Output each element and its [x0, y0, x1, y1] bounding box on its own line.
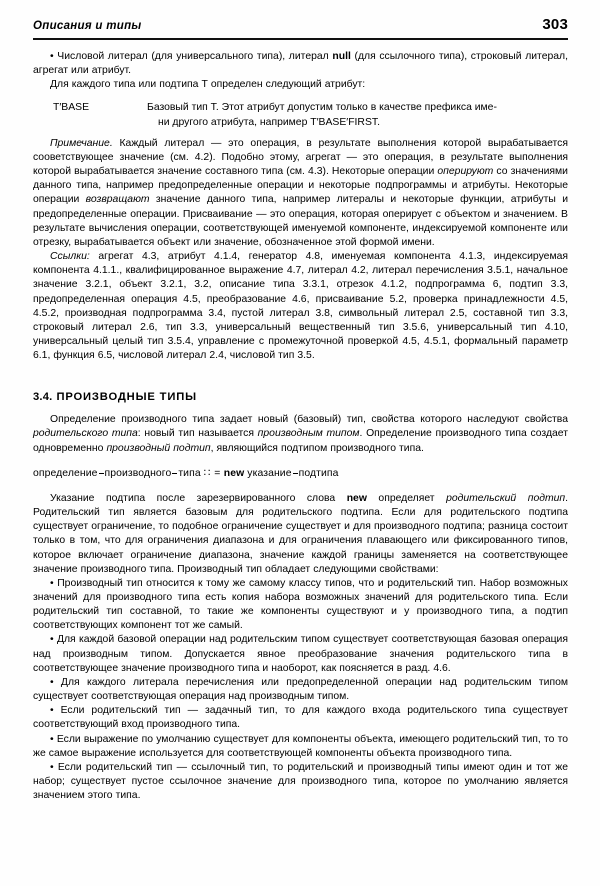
production-part-5: подтипа	[298, 467, 339, 479]
note-emphasis-operiruyut: оперируют	[437, 166, 494, 178]
subtype-text-3: . Родительский тип является базовым для родительского подтипа. Если для родительского подтипа существует ограничение, то подобное ограничение существует и для производного подтипа; разница состоит только в том, что для ограничения диапазона и для ограничения плавающего или фиксированного типов, которое включает ограничение диапазона, значение каждой границы заменяется на соответствующее значение производного типа. Производный тип обладает следующими свойствами:	[33, 492, 569, 575]
note-text-2: со значениями данного типа, например предопределенные операции и некоторые подпрограммы и атрибуты. Некоторые операции	[33, 166, 568, 206]
emphasis-parent-type: родительского типа	[33, 428, 138, 440]
keyword-null: null	[332, 51, 351, 62]
attribute-definition	[33, 101, 568, 129]
note-paragraph	[33, 137, 568, 250]
running-header-title: Описания и типы	[33, 19, 142, 32]
production-part-4: указание	[247, 467, 292, 479]
production-part-2: производного	[104, 467, 172, 479]
attribute-description-line2: ни другого атрибута, например T′BASE′FIRST.	[158, 116, 380, 128]
derived-intro-text-2: : новый тип называется	[137, 428, 258, 440]
production-keyword-new: new	[223, 467, 245, 479]
references-label: Ссылки:	[50, 251, 90, 263]
note-emphasis-vozvrashchayut: возвращают	[85, 194, 150, 206]
derived-intro-text-3: . Определение производного типа создает одновременно	[33, 428, 569, 454]
section-title: ПРОИЗВОДНЫЕ ТИПЫ	[56, 391, 197, 404]
note-text-1: Каждый литерал — это операция, в результате выполнения которой вырабатывается сооветствующее значение (см. 4.2). Подобно этому, агрегат — это операция, в результате выполнения которой вырабатывается значение составного типа (см. 4.3). Некоторые операции	[33, 137, 568, 178]
emphasis-parent-subtype: родительский подтип	[446, 492, 566, 504]
emphasis-derived-subtype: производный подтип	[106, 442, 211, 454]
header-rule	[33, 38, 568, 40]
production-part-1: определение	[33, 467, 98, 479]
subtype-indication-paragraph	[33, 492, 568, 577]
attribute-description	[147, 101, 568, 129]
subtype-text-1: Указание подтипа после зарезервированного слова	[50, 492, 347, 504]
property-bullet: • Если родительский тип — задачный тип, то для каждого входа родительского типа существует соответствующий вход производного типа.	[33, 705, 568, 731]
emphasis-derived-type: производным типом	[257, 428, 360, 440]
property-bullet: • Если выражение по умолчанию существует для компоненты объекта, имеющего родительский тип, то то же самое выражение используется для соответствующей компоненты объекта производного типа.	[33, 733, 568, 759]
derived-intro-text-4: , являющийся подтипом производного типа.	[210, 442, 424, 454]
keyword-new: new	[346, 492, 367, 504]
bullet-literal-tail: (для ссылочного типа), строковый литерал, агрегат или атрибут.	[33, 51, 568, 77]
property-bullet: • Производный тип относится к тому же самому классу типов, что и родительский тип. Набор возможных значений для производного типа есть копия набора возможных значений для родительского типа. Если родительский тип составной, то такие же компоненты существуют и у производного типа, а подтип соответствующих компонент тот же самый.	[33, 577, 568, 632]
page-body	[33, 50, 568, 803]
grammar-production	[33, 467, 568, 481]
property-bullet: • Для каждой базовой операции над родительским типом существует соответствующая базовая операция над производным типом. Допускается явное преобразование значения родительского типа в соответствующее значение производного типа и наоборот, как поясняется в разд. 4.6.	[33, 634, 568, 674]
derived-intro-text-1: Определение производного типа задает новый (базовый) тип, свойства которого наследуют свойства	[50, 414, 568, 426]
note-text-3: значение данного типа, например литералы и некоторые функции, атрибуты и предопределенные операции. Присваивание — это операция, которая оперирует с объектом и значением. В результате вычисления операции, соответствующей именуемой компоненте, индексируемой компоненте или отрезку, вырабатывается объект или значение, обозначенное этой формой имени.	[33, 194, 568, 248]
section-heading	[33, 390, 568, 404]
attribute-term: T′BASE	[53, 102, 90, 114]
production-assign-symbol: ∷ =	[203, 467, 221, 479]
page-number: 303	[542, 16, 568, 33]
attribute-description-line1: Базовый тип Т. Этот атрибут допустим только в качестве префикса име-	[147, 102, 497, 114]
production-part-3: типа	[178, 467, 201, 479]
references-text: агрегат 4.3, атрибут 4.1.4, генератор 4.8, именуемая компонента 4.1.3, индексируемая компонента 4.1.1., квалифицированное выражение 4.7, литерал 4.2, литерал перечисления 3.5.1, начальное значение 3.2.1, объект 3.2.1, 3.2, описание типа 3.3.1, отрезок 4.1.2, подпрограмма 6, подтип 3.3, предопределенная операция 4.5, преобразование 4.6, присваивание 5.2, проверка принадлежности 4.5, 4.5.2, производная подпрограмма 3.4, пустой литерал 3.8, символьный литерал 2.5, составной тип 3.3, строковый литерал 2.6, тип 3.3, универсальный вещественный тип 3.5.6, универсальный тип 4.10, универсальный целый тип 3.5.4, управление с промежуточной проверкой 4.5, 4.5.1, формальный параметр 6.1, функция 6.5, числовой литерал 2.4, числовой тип 3.5.	[33, 251, 568, 362]
attribute-intro: Для каждого типа или подтипа Т определен следующий атрибут:	[50, 79, 366, 91]
references-paragraph	[33, 250, 568, 363]
derived-types-intro	[33, 413, 568, 455]
bullet-numeric-literal	[33, 50, 568, 78]
property-bullet: • Для каждого литерала перечисления или предопределенной операции над родительским типом существует соответствующая операция над производным типом.	[33, 676, 568, 703]
section-number: 3.4.	[33, 391, 53, 404]
note-label: Примечание.	[50, 137, 113, 149]
subtype-text-2: определяет	[366, 492, 447, 504]
bullet-literal-lead: • Числовой литерал (для универсального типа), литерал	[50, 51, 333, 62]
page-header	[33, 17, 568, 32]
spacer	[33, 130, 568, 137]
property-bullet: • Если родительский тип — ссылочный тип, то родительский и производный типы имеют один и тот же набор; существует пустое ссылочное значение для производного типа, которое по умолчанию является значением этого типа.	[33, 761, 568, 802]
